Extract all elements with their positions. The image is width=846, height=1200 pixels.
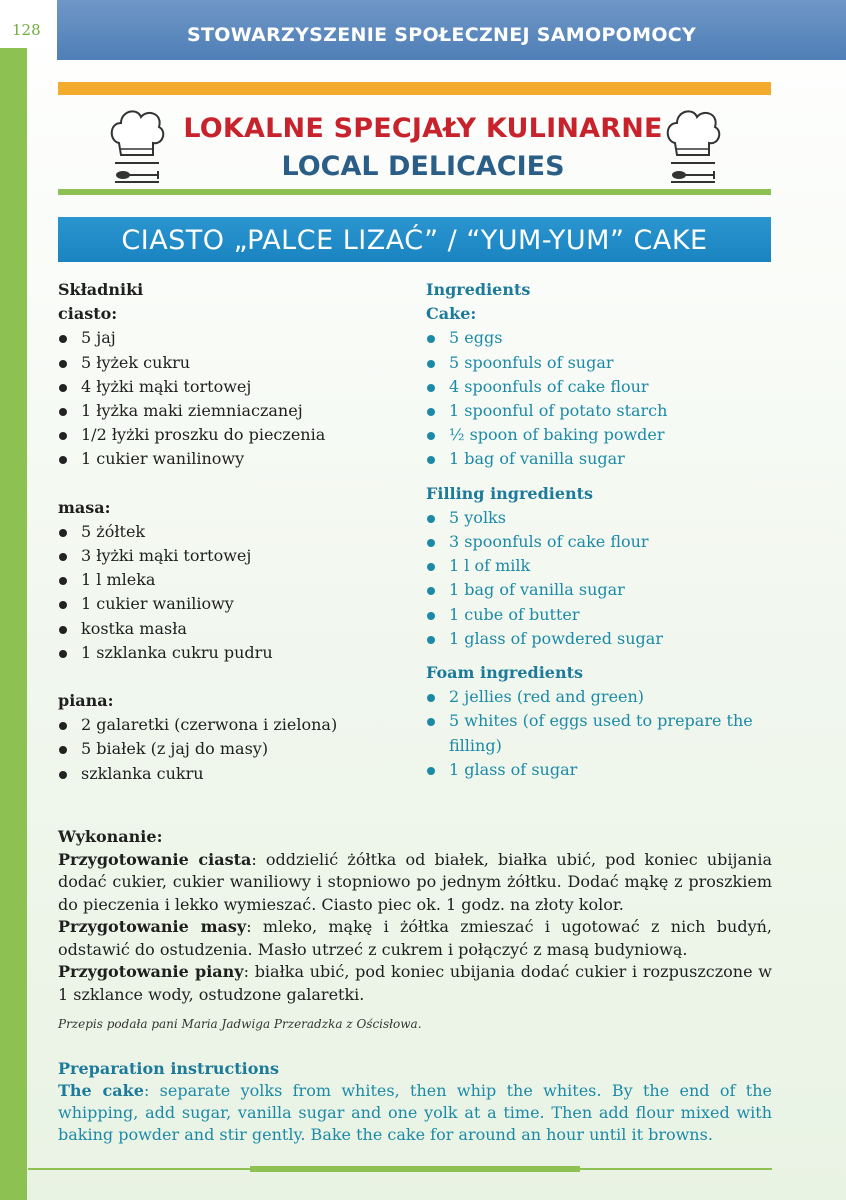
preparation-heading: Preparation instructions bbox=[58, 1059, 280, 1078]
preparation-pl bbox=[58, 826, 772, 1006]
bottom-divider-accent bbox=[250, 1166, 580, 1172]
list-item: 1 spoonful of potato starch bbox=[426, 399, 766, 423]
ingredients-heading: Składniki bbox=[58, 280, 144, 299]
list-item: 1 cukier wanilinowy bbox=[58, 447, 408, 471]
list-item: 5 eggs bbox=[426, 326, 766, 350]
list-item: 1/2 łyżki proszku do pieczenia bbox=[58, 423, 408, 447]
list-item: kostka masła bbox=[58, 617, 408, 641]
list-item: 3 spoonfuls of cake flour bbox=[426, 530, 766, 554]
list-item: 1 glass of sugar bbox=[426, 758, 766, 782]
page-number: 128 bbox=[12, 21, 41, 39]
group-label: Filling ingredients bbox=[426, 483, 594, 503]
recipe-title: CIASTO „PALCE LIZAĆ” / “YUM-YUM” CAKE bbox=[121, 225, 708, 256]
recipe-credit: Przepis podała pani Maria Jadwiga Przeradzka z Ościsłowa. bbox=[58, 1017, 422, 1031]
list-item: 1 cube of butter bbox=[426, 603, 766, 627]
list-item: 4 łyżki mąki tortowej bbox=[58, 375, 408, 399]
group-label: ciasto: bbox=[58, 304, 118, 324]
list-item: 2 jellies (red and green) bbox=[426, 685, 766, 709]
paragraph: The cake: separate yolks from whites, then whip the whites. By the end of the whipping, add sugar, vanilla sugar and one yolk at a time. Then add flour mixed with baking powder and stir gently. Bake the cake for around an hour until it browns. bbox=[58, 1081, 772, 1144]
header-bar bbox=[57, 0, 846, 60]
list-item: 5 jaj bbox=[58, 326, 408, 350]
paragraph: Przygotowanie piany: białka ubić, pod koniec ubijania dodać cukier i rozpuszczone w 1 szklance wody, ostudzone galaretki. bbox=[58, 962, 772, 1004]
list-item: 5 łyżek cukru bbox=[58, 351, 408, 375]
group-label: Foam ingredients bbox=[426, 663, 584, 683]
list-item: 4 spoonfuls of cake flour bbox=[426, 375, 766, 399]
list-item: 5 żółtek bbox=[58, 520, 408, 544]
preparation-en bbox=[58, 1058, 772, 1146]
list-item: 1 glass of powdered sugar bbox=[426, 627, 766, 651]
ingredients-pl bbox=[58, 278, 408, 786]
recipe-title-bar bbox=[58, 217, 771, 262]
group-label: piana: bbox=[58, 691, 114, 711]
list-item: 1 l mleka bbox=[58, 568, 408, 592]
header-title: STOWARZYSZENIE SPOŁECZNEJ SAMOPOMOCY bbox=[187, 24, 697, 46]
list-item: 1 szklanka cukru pudru bbox=[58, 641, 408, 665]
list-item: 5 spoonfuls of sugar bbox=[426, 351, 766, 375]
ingredients-heading: Ingredients bbox=[426, 280, 531, 299]
paragraph: Przygotowanie masy: mleko, mąkę i żółtka zmieszać i ugotować z nich budyń, odstawić do ostudzenia. Masło utrzeć z cukrem i połączyć z masą budyniową. bbox=[58, 917, 773, 959]
list-item: 1 l of milk bbox=[426, 554, 766, 578]
list-item: 1 łyżka maki ziemniaczanej bbox=[58, 399, 408, 423]
list-item: 1 bag of vanilla sugar bbox=[426, 447, 766, 471]
section-title-en: LOCAL DELICACIES bbox=[281, 151, 565, 182]
paragraph: Przygotowanie ciasta: oddzielić żółtka od białek, białka ubić, pod koniec ubijania dodać cukier, cukier waniliowy i stopniowo po jednym żółtku. Dodać mąkę z proszkiem do pieczenia i lekko wymieszać. Ciasto piec ok. 1 godz. na złoty kolor. bbox=[58, 849, 772, 914]
list-item: 2 galaretki (czerwona i zielona) bbox=[58, 713, 408, 737]
list-item: 5 białek (z jaj do masy) bbox=[58, 737, 408, 761]
ingredients-en bbox=[426, 278, 766, 782]
list-item: 5 whites (of eggs used to prepare the filling) bbox=[426, 709, 766, 757]
orange-divider bbox=[58, 82, 771, 95]
list-item: 1 cukier waniliowy bbox=[58, 592, 408, 616]
list-item: szklanka cukru bbox=[58, 762, 408, 786]
list-item: 3 łyżki mąki tortowej bbox=[58, 544, 408, 568]
list-item: 5 yolks bbox=[426, 506, 766, 530]
group-label: masa: bbox=[58, 497, 111, 517]
list-item: ½ spoon of baking powder bbox=[426, 423, 766, 447]
preparation-heading: Wykonanie: bbox=[58, 827, 163, 846]
green-divider bbox=[58, 189, 771, 195]
section-title-pl: LOKALNE SPECJAŁY KULINARNE bbox=[183, 113, 663, 144]
list-item: 1 bag of vanilla sugar bbox=[426, 578, 766, 602]
side-band bbox=[0, 48, 27, 1200]
group-label: Cake: bbox=[426, 304, 477, 324]
